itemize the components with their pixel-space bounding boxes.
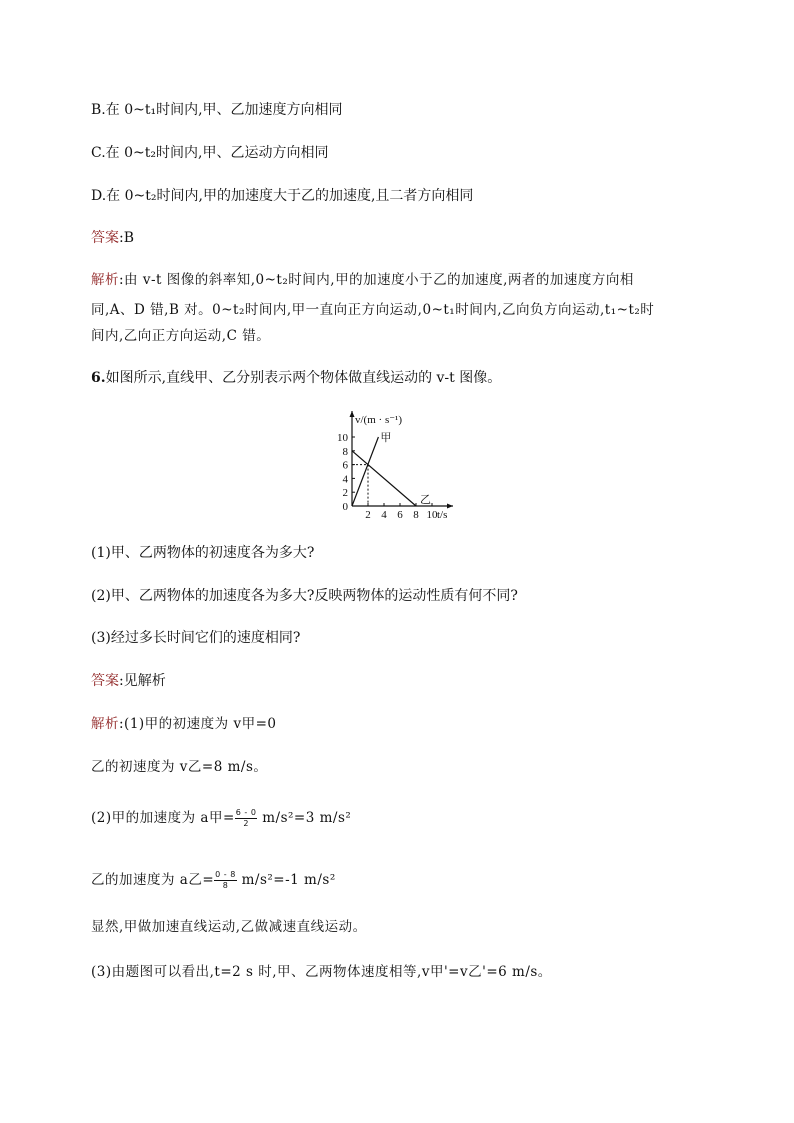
analysis-label: 解析 (91, 716, 119, 732)
x-axis-label: t/s (437, 509, 448, 521)
option-d: D.在 0~t₂时间内,甲的加速度大于乙的加速度,且二者方向相同 (91, 188, 474, 204)
option-b: B.在 0~t₁时间内,甲、乙加速度方向相同 (91, 102, 343, 118)
answer-value: :见解析 (119, 673, 166, 689)
x-tick-label: 8 (413, 509, 419, 521)
y-tick-label: 0 (342, 501, 348, 513)
question-number: 6. (91, 370, 106, 386)
fraction (214, 870, 237, 891)
x-tick-label: 6 (397, 509, 403, 521)
series-label: 甲 (380, 432, 392, 444)
analysis-6-line1 (91, 715, 277, 733)
y-axis-label: v/(m · s⁻¹) (355, 414, 402, 426)
analysis-text: :由 v-t 图像的斜率知,0~t₂时间内,甲的加速度小于乙的加速度,两者的加速度方向相 (119, 272, 634, 288)
y-tick-label: 6 (342, 459, 348, 472)
answer-label: 答案 (91, 230, 119, 246)
y-tick-label: 4 (342, 473, 348, 486)
analysis-6-line4 (91, 870, 336, 891)
x-axis-arrow (447, 504, 453, 509)
question-6-sub3: (3)经过多长时间它们的速度相同? (91, 630, 301, 646)
analysis-5-line1 (91, 271, 634, 289)
x-tick-label: 2 (365, 509, 371, 521)
x-tick-label: 10 (426, 509, 438, 521)
denominator: 2 (243, 819, 249, 828)
question-6-sub1: (1)甲、乙两物体的初速度各为多大? (91, 545, 315, 561)
y-tick-label: 8 (342, 445, 348, 458)
text: 乙的加速度为 a乙= (91, 872, 215, 888)
question-6-sub2: (2)甲、乙两物体的加速度各为多大?反映两物体的运动性质有何不同? (91, 588, 518, 604)
x-tick-label: 4 (381, 509, 387, 521)
vt-graph (325, 405, 465, 525)
question-6 (91, 369, 501, 387)
text: m/s²=-1 m/s² (236, 872, 336, 888)
analysis-6-line2: 乙的初速度为 v乙=8 m/s。 (91, 759, 268, 775)
analysis-6-line5: 显然,甲做加速直线运动,乙做减速直线运动。 (91, 919, 367, 935)
analysis-5-line2: 同,A、D 错,B 对。0~t₂时间内,甲一直向正方向运动,0~t₁时间内,乙向负方向运动,t₁~t₂时 (91, 302, 655, 318)
analysis-6-line6: (3)由题图可以看出,t=2 s 时,甲、乙两物体速度相等,v甲'=v乙'=6 m/s。 (91, 964, 552, 980)
y-tick-label: 10 (337, 432, 348, 444)
text: m/s²=3 m/s² (257, 810, 352, 826)
y-axis-arrow (350, 411, 355, 417)
numerator: 6 - 0 (235, 808, 257, 817)
numerator: 0 - 8 (215, 870, 236, 879)
series-line-0 (352, 437, 378, 506)
series-label: 乙 (420, 494, 431, 506)
analysis-text: :(1)甲的初速度为 v甲=0 (119, 716, 277, 732)
question-text: 如图所示,直线甲、乙分别表示两个物体做直线运动的 v-t 图像。 (105, 370, 502, 386)
analysis-label: 解析 (91, 272, 119, 288)
answer-value: :B (119, 230, 135, 246)
denominator: 8 (222, 881, 229, 890)
analysis-5-line3: 间内,乙向正方向运动,C 错。 (91, 328, 271, 344)
series-line-1 (352, 451, 416, 506)
answer-6 (91, 672, 166, 690)
answer-5 (91, 229, 134, 247)
y-tick-label: 2 (342, 487, 348, 500)
text: (2)甲的加速度为 a甲= (91, 810, 235, 826)
answer-label: 答案 (91, 673, 119, 689)
analysis-6-line3 (91, 808, 351, 829)
fraction (235, 808, 258, 829)
option-c: C.在 0~t₂时间内,甲、乙运动方向相同 (91, 145, 329, 161)
